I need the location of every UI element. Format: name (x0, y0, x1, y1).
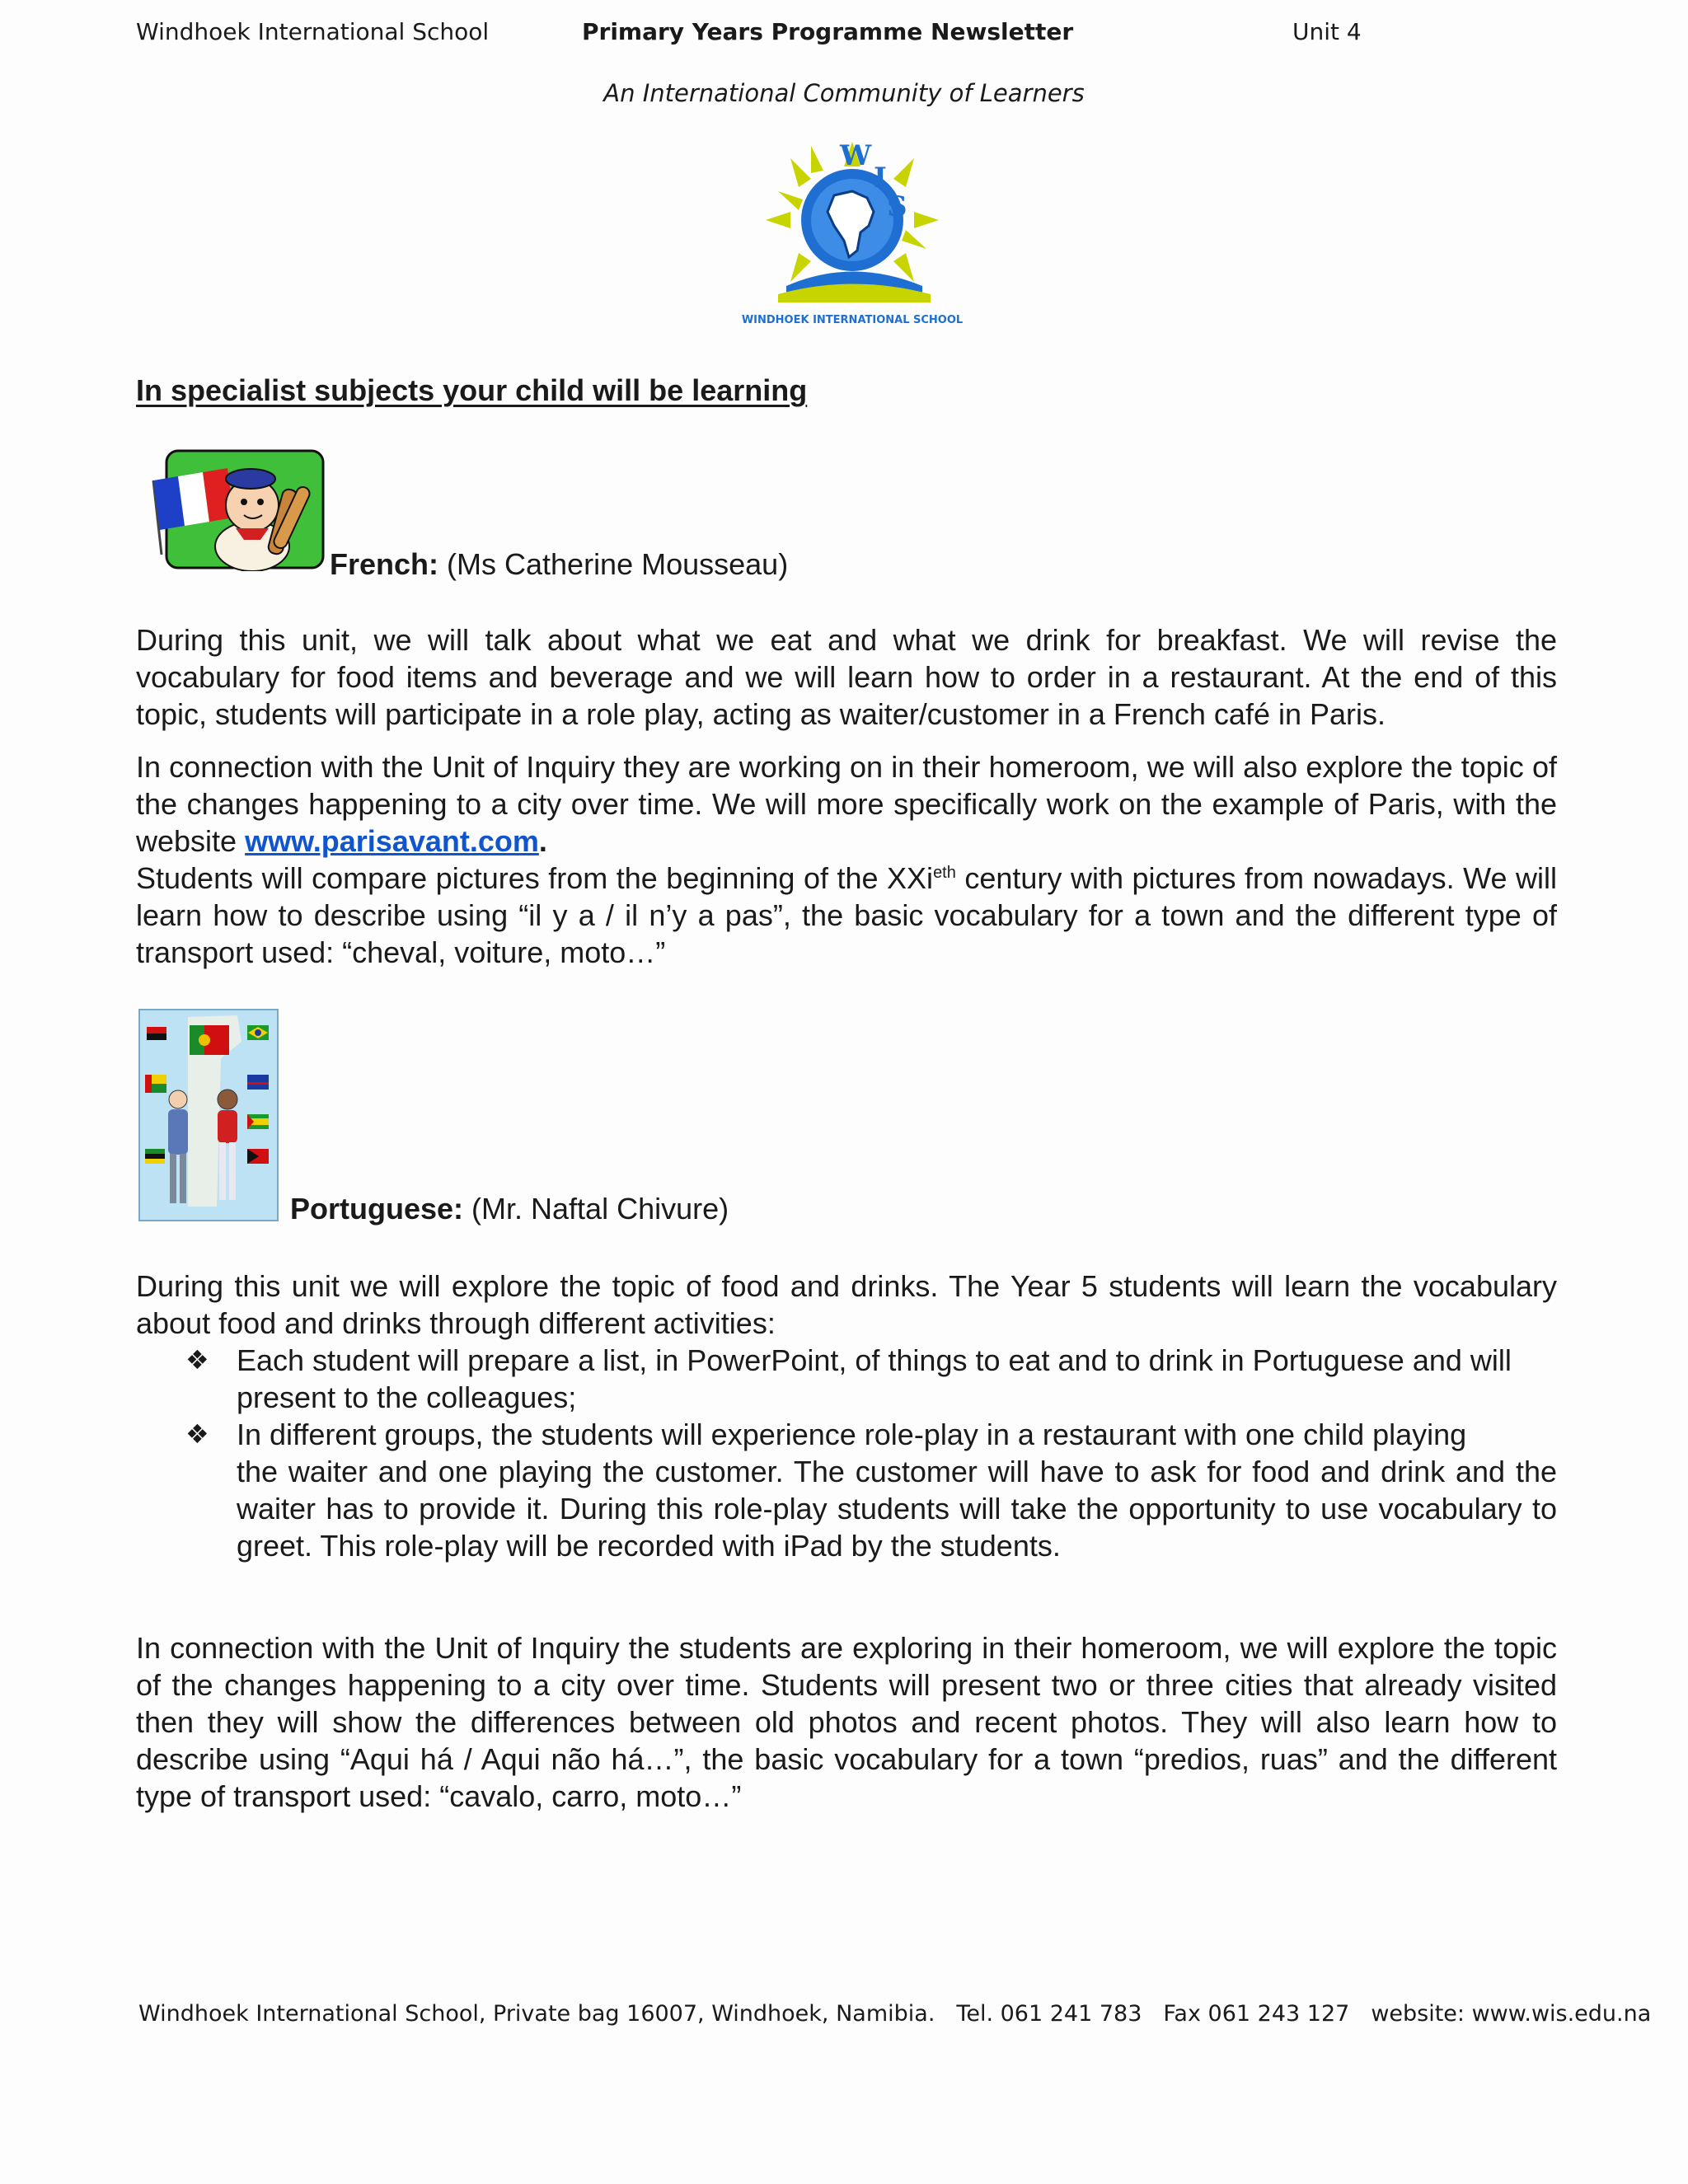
footer-tel: Tel. 061 241 783 (956, 2001, 1142, 2027)
french-p3-text: Students will compare pictures from the beginning of the XXi (136, 861, 934, 895)
bullet-2-line-1: In different groups, the students will experience role-play in a restaurant with one child playing (237, 1418, 1467, 1451)
logo-letter-i: I (874, 162, 887, 194)
french-teacher: (Ms Catherine Mousseau) (447, 547, 789, 581)
portuguese-paragraph-1: During this unit we will explore the topic of food and drinks. The Year 5 students will learn the vocabulary about food and drinks through different activities: (136, 1269, 1557, 1340)
portuguese-subject-line (290, 1192, 729, 1226)
french-p3-rest: century with pictures from nowadays. We will learn how to describe using “il y a / il n’y a pas”, the basic vocabulary for a town and the different type of transport used: “cheval, voiture, moto…” (136, 861, 1557, 969)
french-paragraph-1: During this unit, we will talk about what we eat and what we drink for breakfast. We will revise the vocabulary for food items and beverage and we will learn how to order in a restaurant. At the end of this topic, students will participate in a role play, acting as waiter/customer in a French café in Paris. (136, 623, 1557, 731)
sao-tome-flag-icon (247, 1114, 269, 1129)
bullet-1-line-2: present to the colleagues; (237, 1380, 577, 1414)
mozambique-flag-icon (145, 1149, 165, 1164)
portugal-flag-icon (190, 1025, 229, 1055)
footer-fax: Fax 061 243 127 (1163, 2001, 1350, 2027)
activities-list (185, 1342, 1557, 1564)
footer (138, 2001, 1672, 2027)
bullet-diamond-icon: ❖ (185, 1418, 209, 1450)
cape-verde-flag-icon (247, 1075, 269, 1090)
french-paragraph-2 (136, 748, 1557, 860)
french-p2-period: . (538, 824, 547, 858)
footer-address: Windhoek International School, Private bag 16007, Windhoek, Namibia. (138, 2001, 935, 2027)
french-chef-illustration (137, 448, 326, 571)
french-subject-line (330, 547, 788, 582)
newsletter-title: Primary Years Programme Newsletter (582, 18, 1074, 45)
tagline: An International Community of Learners (603, 79, 1085, 107)
french-paragraph-3 (136, 860, 1557, 971)
logo-letter-s: S (887, 190, 907, 223)
list-item (185, 1342, 1557, 1416)
bullet-1-line-1: Each student will prepare a list, in PowerPoint, of things to eat and to drink in Portuguese and will (237, 1343, 1512, 1377)
french-p2-text: In connection with the Unit of Inquiry they are working on in their homeroom, we will also explore the topic of the changes happening to a city over time. We will more specifically work on the example of Paris, with the website (136, 750, 1557, 858)
footer-website: website: www.wis.edu.na (1371, 2001, 1652, 2027)
french-label: French: (330, 547, 439, 581)
brazil-flag-icon (247, 1025, 269, 1040)
portuguese-label: Portuguese: (290, 1192, 464, 1226)
angola-flag-icon (147, 1027, 166, 1040)
logo-caption: WINDHOEK INTERNATIONAL SCHOOL (741, 314, 964, 326)
list-item (185, 1416, 1557, 1564)
school-logo (729, 134, 976, 331)
beret (226, 469, 275, 489)
timor-flag-icon (247, 1149, 269, 1164)
header-school-name: Windhoek International School (136, 18, 490, 45)
portuguese-paragraph-2: In connection with the Unit of Inquiry the students are exploring in their homeroom, we will explore the topic of the changes happening to a city over time. Students will present two or three cities that already visited then they will show the differences between old photos and recent photos. They will also learn how to describe using “Aqui há / Aqui não há…”, the basic vocabulary for a town “predios, ruas” and the different type of transport used: “cavalo, carro, moto…” (136, 1631, 1557, 1813)
bullet-2-line-2: the waiter and one playing the customer. The customer will have to ask for food and drink and the waiter has to provide it. During this role-play students will take the opportunity to use vocabulary to greet. This role-play will be recorded with iPad by the students. (237, 1455, 1557, 1563)
section-heading: In specialist subjects your child will be learning (136, 373, 808, 407)
unit-label: Unit 4 (1292, 18, 1362, 45)
portuguese-teacher: (Mr. Naftal Chivure) (471, 1192, 729, 1226)
bullet-diamond-icon: ❖ (185, 1344, 209, 1376)
portuguese-flags-illustration (138, 1009, 279, 1221)
century-superscript: eth (933, 864, 956, 882)
guinea-bissau-flag-icon (145, 1075, 166, 1093)
parisavant-link[interactable]: www.parisavant.com (245, 824, 539, 858)
logo-letter-w: W (840, 139, 872, 172)
